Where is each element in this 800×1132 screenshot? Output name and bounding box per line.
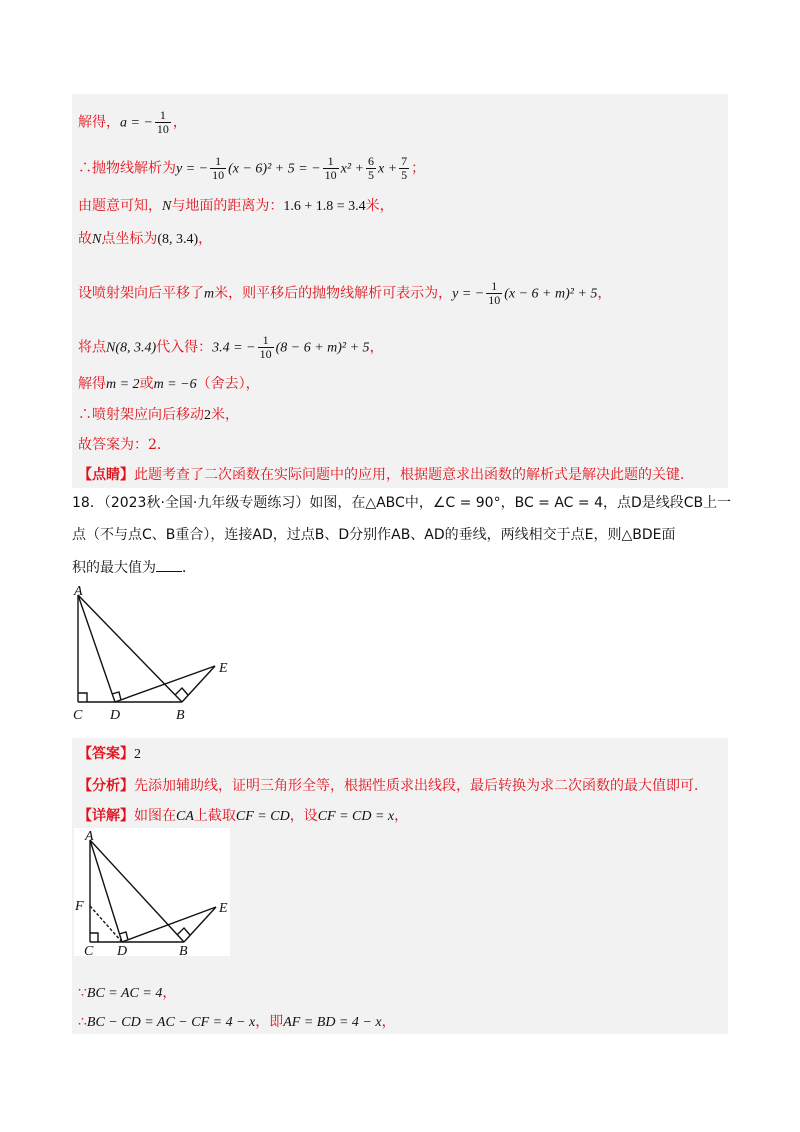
- solution-block-top: [72, 94, 728, 488]
- analysis-row: 【分析】先添加辅助线，证明三角形全等，根据性质求出线段，最后转换为求二次函数的最大值即可．: [78, 778, 708, 794]
- fig1-label-c: C: [73, 708, 83, 723]
- solve-m-line: 解得m = 2或m = −6（舍去），: [78, 376, 260, 392]
- fig2-label-f: F: [75, 899, 84, 914]
- question-line-2: 点（不与点C、B重合），连接AD，过点B、D分别作AB、AD的垂线，两线相交于点E，则△BDE面: [72, 527, 676, 543]
- answer-line: 故答案为：2．: [78, 437, 171, 453]
- fig2-label-d: D: [117, 944, 128, 956]
- figure-triangle-2: [74, 828, 230, 956]
- height-line: 由题意可知，N与地面的距离为：1.6 + 1.8 = 3.4米，: [78, 198, 394, 214]
- fig1-label-b: B: [176, 708, 185, 723]
- comment-line: 【点睛】此题考查了二次函数在实际问题中的应用，根据题意求出函数的解析式是解决此题的关键．: [78, 467, 694, 483]
- point-n-line: 故N点坐标为(8, 3.4)，: [78, 231, 213, 247]
- shift-line: 设喷射架向后平移了m米，则平移后的抛物线解析可表示为，y = − $\frac{1}{10}$ (x − 6 + m)² + 5，: [78, 279, 612, 307]
- question-line-3: 积的最大值为 ．: [72, 557, 196, 578]
- detail-row: 【详解】如图在CA上截取CF = CD，设CF = CD = x，: [78, 808, 409, 824]
- figure-triangle-1: [70, 584, 240, 724]
- fig2-label-e: E: [219, 901, 228, 916]
- fig1-label-d: D: [110, 708, 121, 723]
- fig2-label-b: B: [179, 944, 188, 956]
- answer-blank: [156, 557, 182, 572]
- fig2-label-a: A: [85, 829, 94, 844]
- answer-block: [72, 738, 728, 1034]
- move-line: ∴喷射架应向后移动2米，: [78, 407, 239, 423]
- substitute-line: 将点N(8, 3.4)代入得：3.4 = − $\frac{1}{10}$ (8 − 6 + m)² + 5，: [78, 333, 384, 361]
- fig2-label-c: C: [84, 944, 94, 956]
- because-line: ∵BC = AC = 4，: [78, 985, 177, 1001]
- question-line-1: 18．（2023秋·全国·九年级专题练习）如图，在△ABC中，∠C = 90°，BC = AC = 4，点D是线段CB上一: [72, 495, 732, 511]
- therefore-line: ∴BC − CD = AC − CF = 4 − x，即AF = BD = 4 − x，: [78, 1014, 396, 1030]
- fig1-label-a: A: [74, 584, 83, 599]
- answer-row: 【答案】2: [78, 746, 141, 762]
- solve-line-a: 解得，a = − $\frac{1}{10}$ ，: [78, 108, 187, 136]
- fig1-label-e: E: [219, 661, 228, 676]
- parabola-line: ∴抛物线解析为y = − $\frac{1}{10}$ (x − 6)² + 5 = − $\frac{1}{10}$ x² + $\frac{6}{5}$ x + $\frac{7}{5}$ ；: [78, 154, 426, 182]
